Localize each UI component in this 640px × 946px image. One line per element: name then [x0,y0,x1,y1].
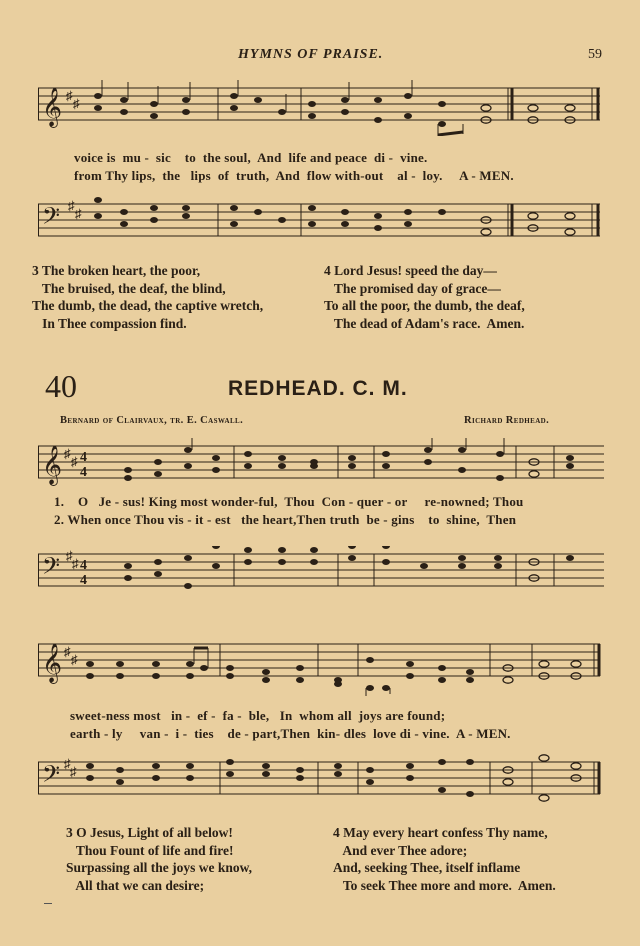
verse-line: 3 The broken heart, the poor, [32,263,201,278]
verse-line: And ever Thee adore; [333,842,468,858]
svg-text:𝄞: 𝄞 [42,645,63,682]
svg-text:♯: ♯ [70,764,77,779]
svg-text:𝄞: 𝄞 [42,447,63,484]
svg-text:♯: ♯ [68,198,75,213]
lyric-line: from Thy lips, the lips of truth, And flow with-out al - loy. A - MEN. [74,168,514,183]
svg-text:4: 4 [80,465,87,480]
composer-credit: Richard Redhead. [464,415,550,426]
verse-line: To all the poor, the dumb, the deaf, [324,298,525,313]
svg-text:♯: ♯ [66,548,73,563]
author-credit: Bernard of Clairvaux, tr. E. Caswall. [60,415,244,426]
svg-text:𝄢: 𝄢 [42,762,61,793]
verse-4-bottom [333,824,556,894]
treble-staff-2 [38,438,604,494]
verse-line: In Thee compassion find. [32,315,187,331]
svg-text:4: 4 [80,450,87,465]
verse-line: 3 O Jesus, Light of all below! [66,825,233,840]
running-title: HYMNS OF PRAISE. [238,47,384,62]
verse-line: The dumb, the dead, the captive wretch, [32,298,264,313]
bass-staff-top [38,196,604,252]
verse-line: 4 Lord Jesus! speed the day— [324,263,497,278]
bass-staff-3 [38,754,604,810]
hymn-title: REDHEAD. C. M. [228,377,408,400]
verse-line: Surpassing all the joys we know, [66,860,253,875]
lyric-line: 2. When once Thou vis - it - est the heart,Then truth be - gins to shine, Then [54,512,517,527]
verse-3-top [32,262,263,332]
verse-3-bottom [66,824,252,894]
svg-text:♯: ♯ [75,206,82,221]
verse-line: 4 May every heart confess Thy name, [333,825,548,840]
verse-line: All that we can desire; [66,877,205,893]
svg-text:♯: ♯ [64,644,71,659]
lyric-line: 1. O Je - sus! King most wonder-ful, Thou Con - quer - or re-nowned; Thou [54,494,524,509]
lyric-line: voice is mu - sic to the soul, And life and peace di - vine. [74,150,428,165]
svg-text:𝄢: 𝄢 [42,204,61,235]
footer-mark [44,903,52,904]
svg-text:♯: ♯ [71,454,78,469]
verse-line: Thou Fount of life and fire! [66,842,234,858]
verse-line: And, seeking Thee, itself inflame [333,860,521,875]
page-number: 59 [588,47,602,62]
svg-text:𝄢: 𝄢 [42,554,61,585]
verse-line: The dead of Adam's race. Amen. [324,315,525,331]
hymn-number: 40 [45,368,77,404]
treble-staff-top [38,80,604,136]
svg-text:𝄞: 𝄞 [42,89,63,126]
treble-staff-3 [38,636,604,696]
svg-text:4: 4 [80,573,87,588]
verse-line: The bruised, the deaf, the blind, [32,280,226,296]
verse-4-top [324,262,525,332]
bass-staff-2 [38,546,604,602]
verse-line: To seek Thee more and more. Amen. [333,877,556,893]
verse-line: The promised day of grace— [324,280,501,296]
svg-text:♯: ♯ [64,446,71,461]
svg-text:♯: ♯ [72,556,79,571]
lyric-line: earth - ly van - i - ties de - part,Then kin- dles love di - vine. A - MEN. [70,726,511,741]
page-header [0,47,640,67]
svg-text:♯: ♯ [66,88,73,103]
svg-text:♯: ♯ [64,756,71,771]
svg-text:4: 4 [80,558,87,573]
lyric-line: sweet-ness most in - ef - fa - ble, In whom all joys are found; [70,708,446,723]
svg-text:♯: ♯ [73,96,80,111]
svg-text:♯: ♯ [71,652,78,667]
